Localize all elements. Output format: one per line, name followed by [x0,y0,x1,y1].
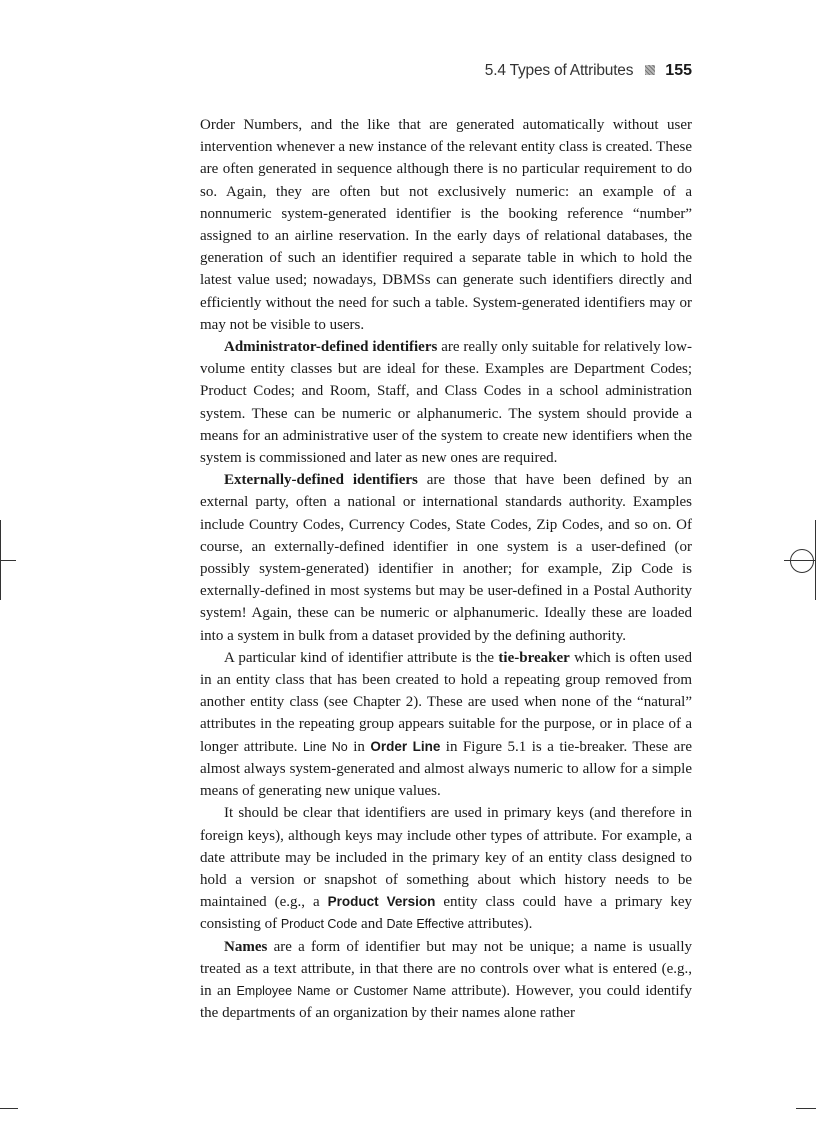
text-run: are those that have been defined by an external party, often a national or international standards authority. Examples include Country Codes, Currency Codes, State Codes, Zip Codes, and so on. Of course, an externally-defined identifier in one system is a user-defined (or possibly system-generated) identifier in another; for example, Zip Code is externally-defined in most systems but may be user-defined in a Postal Authority system! Again, these can be numeric or alphanumeric. Ideally these are loaded into a system in bulk from a dataset provided by the defining authority. [200,472,693,644]
text-run: and [357,916,387,933]
text-run: entity class could have a primary key consisting of [200,894,692,933]
crop-mark [0,1108,18,1109]
term-sans: Employee Name [236,983,331,998]
paragraph [200,114,692,336]
crop-mark [796,1108,816,1109]
paragraph [200,336,692,469]
paragraph [200,647,692,802]
text-run: attributes). [464,916,533,933]
text-run: or [330,982,354,999]
paragraph [200,469,692,647]
text-run: which is often used in an entity class that has been created to hold a repeating group removed from another entity class (see Chapter 2). These are used when none of the “natural” attributes in the repeating group appears suitable for the purpose, or in place of a longer attribute. [200,649,692,755]
running-header [200,62,692,86]
crop-mark [784,560,816,561]
text-run: attribute). However, you could identify the departments of an organization by their names alone rather [200,982,692,1022]
term-sans: Date Effective [386,917,465,932]
term-b: tie-breaker [498,649,570,666]
text-run: in Figure 5.1 is a tie-breaker. These are almost always system-generated and almost always numeric to allow for a simple means of generating new unique values. [200,738,692,800]
text-run: are a form of identifier but may not be unique; a name is usually treated as a text attribute, in that there are no controls over what is entered (e.g., in an [200,938,692,999]
crop-mark [0,560,16,561]
registration-mark-icon [790,549,814,573]
paragraph [200,802,692,935]
term-b: Externally-defined identifiers [224,472,418,489]
body-text [200,114,692,1024]
text-run: It should be clear that identifiers are used in primary keys (and therefore in foreign keys), although keys may include other types of attribute. For example, a date attribute may be included in the primary key of an entity class designed to hold a version or snapshot of something about which history needs to be maintained (e.g., a [200,805,692,911]
page-number: 155 [665,62,692,79]
term-sans: Line No [302,739,348,754]
section-title: 5.4 Types of Attributes [484,62,634,79]
paragraph [200,936,692,1025]
term-sansb: Order Line [370,738,441,754]
term-sans: Product Code [280,917,358,932]
text-run: in [347,738,371,755]
term-b: Administrator-defined identifiers [224,339,438,356]
text-run: Order Numbers, and the like that are generated automatically without user intervention whenever a new instance of the relevant entity class is created. These are often generated in sequence although there is no particular requirement to do so. Again, they are often but not exclusively numeric: an example of a nonnumeric system-generated identifier is the booking reference “number” assigned to an airline reservation. In the early days of relational databases, the generation of such an identifier required a separate table in which to hold the latest value used; nowadays, DBMSs can generate such identifiers directly and efficiently without the need for such a table. System-generated identifiers may or may not be visible to users. [200,117,692,333]
header-separator-icon [645,65,655,75]
term-b: Names [224,938,268,955]
text-run: A particular kind of identifier attribute is the [224,649,499,666]
text-run: are really only suitable for relatively low-volume entity classes but are ideal for these. Examples are Department Codes; Product Codes; and Room, Staff, and Class Codes in a school administration system. These can be numeric or alphanumeric. The system should provide a means for an administrative user of the system to create new identifiers when the system is commissioned and later as new ones are required. [200,339,693,467]
term-sans: Customer Name [353,983,447,998]
term-sansb: Product Version [327,894,436,910]
